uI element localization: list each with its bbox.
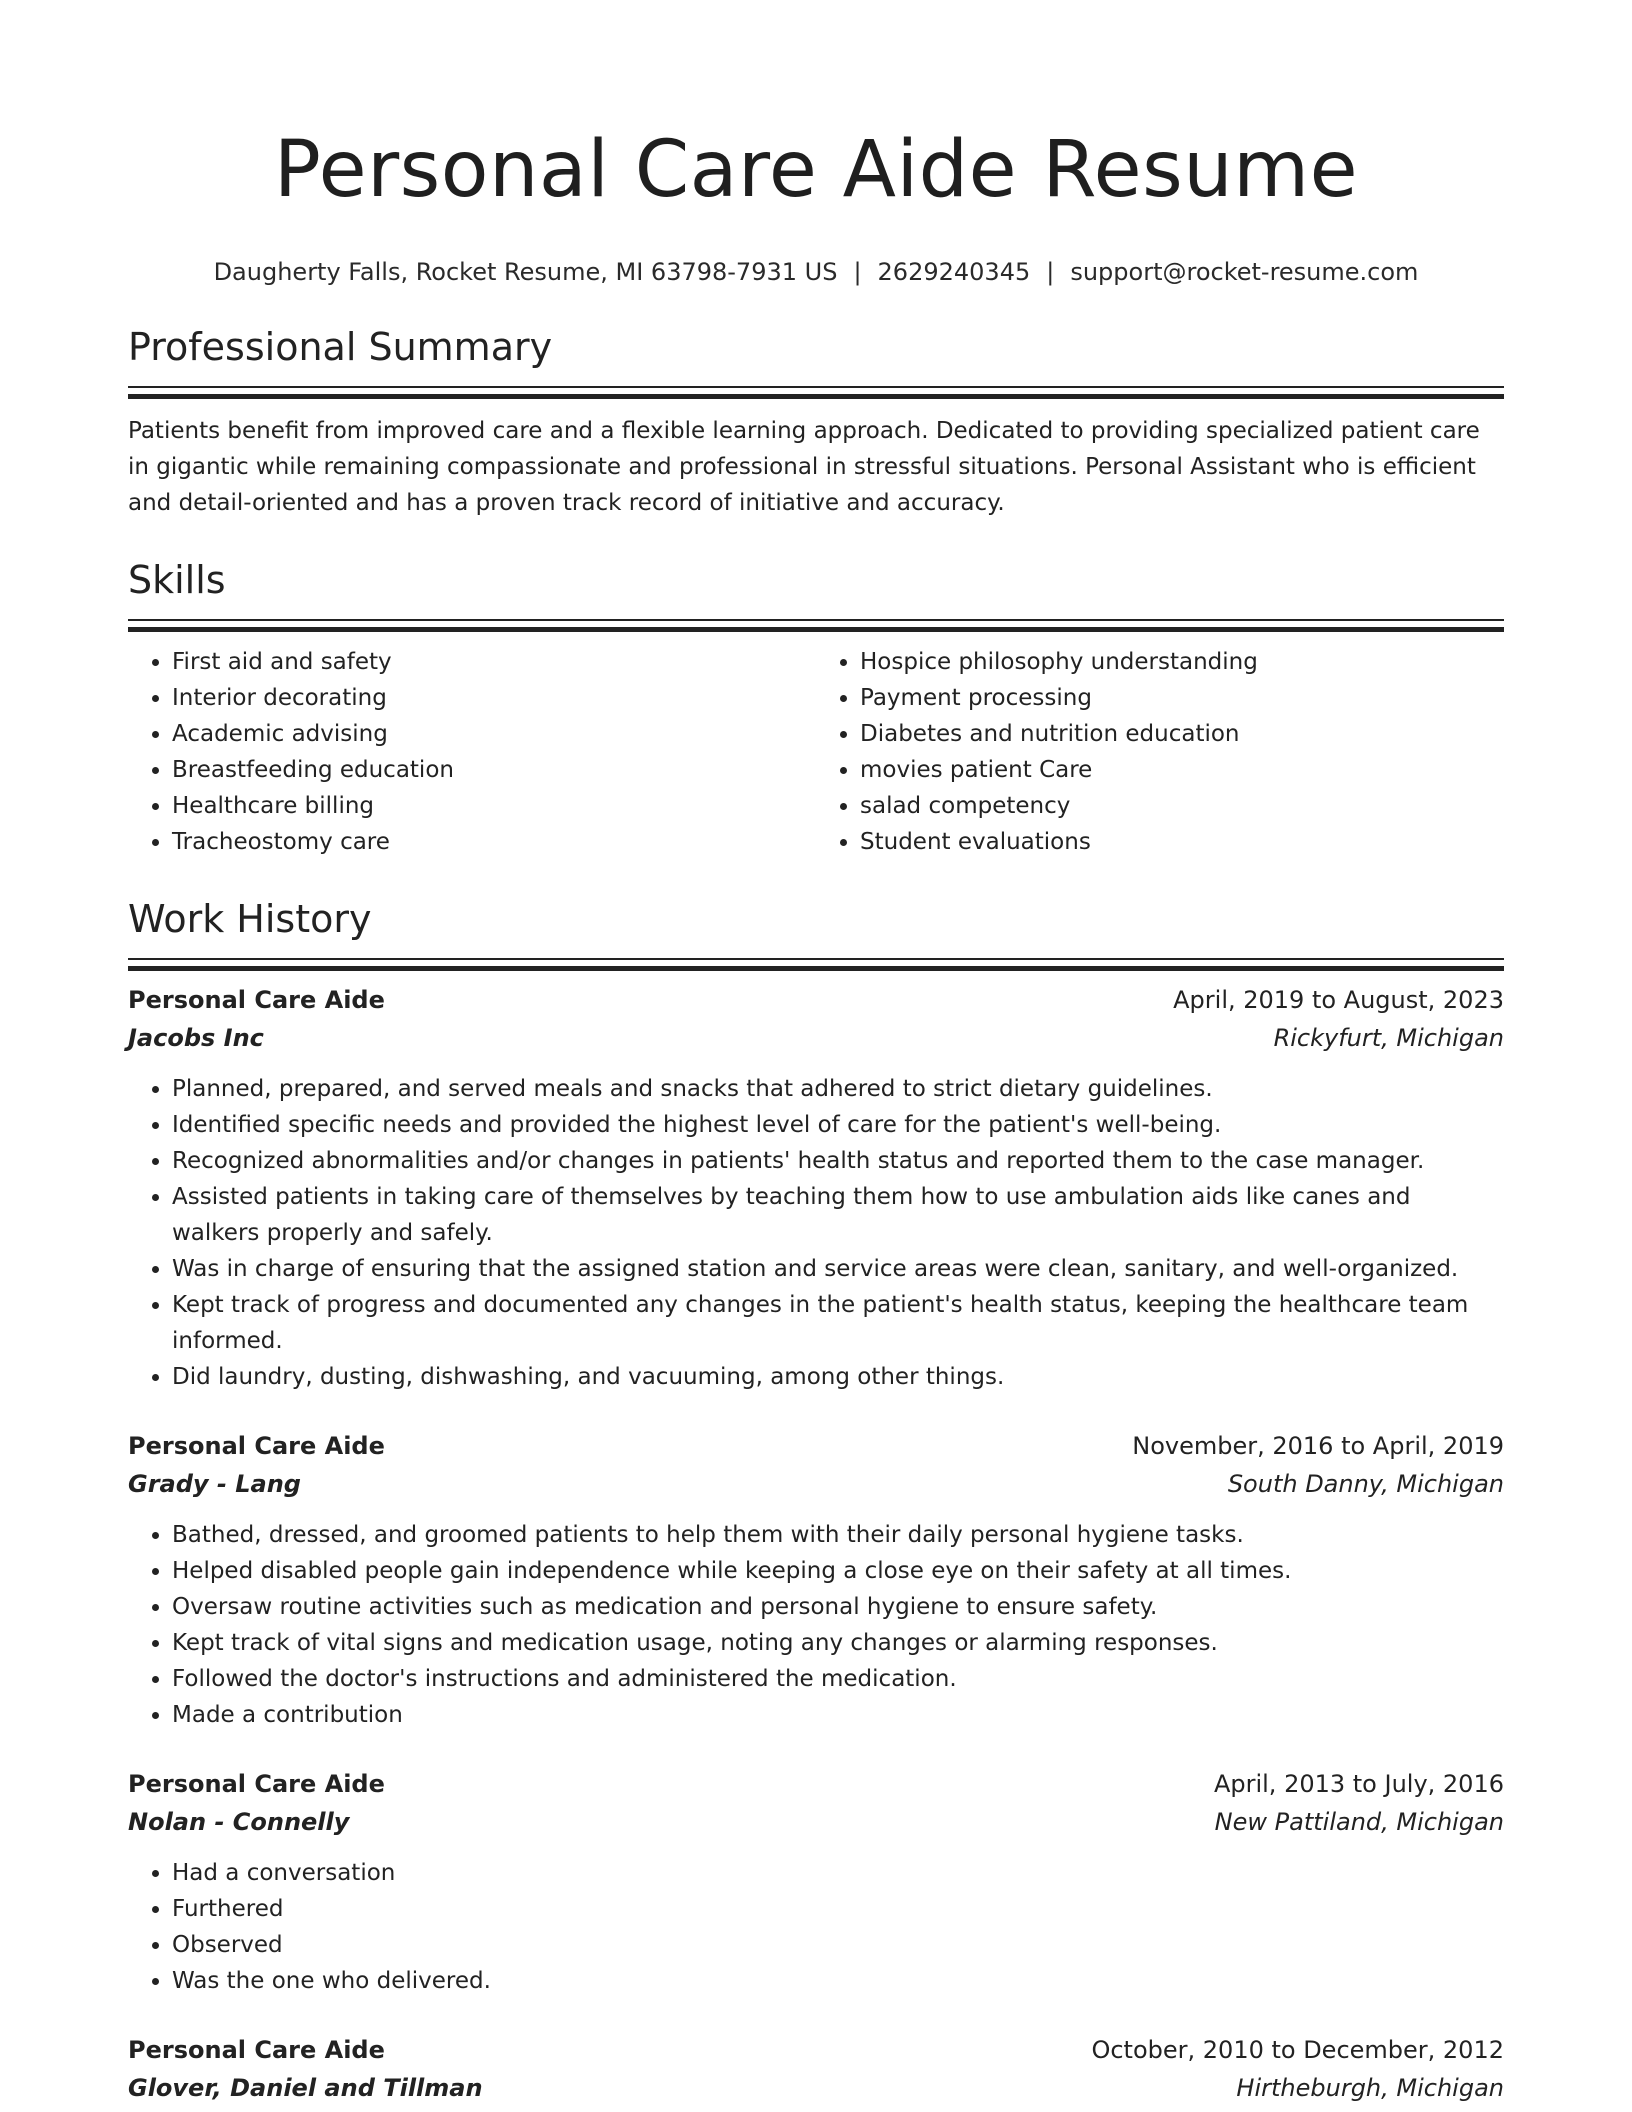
- job-location: Rickyfurt, Michigan: [1273, 1024, 1504, 1052]
- skill-item: • Interior decorating: [172, 680, 816, 716]
- job-company: Grady - Lang: [128, 1470, 301, 1498]
- contact-separator: |: [853, 258, 862, 286]
- skills-section: [128, 555, 1504, 860]
- skills-list-right: [816, 644, 1504, 860]
- skill-item: • Academic advising: [172, 716, 816, 752]
- skills-heading: Skills: [128, 558, 226, 602]
- job-title: Personal Care Aide: [128, 1770, 385, 1798]
- job-bullet: • Planned, prepared, and served meals and snacks that adhered to strict dietary guidelines.: [172, 1071, 1504, 1107]
- job-location: New Pattiland, Michigan: [1214, 1808, 1504, 1836]
- job-company: Jacobs Inc: [128, 1024, 264, 1052]
- job-bullet: • Was in charge of ensuring that the assigned station and service areas were clean, sanitary, and well-organized.: [172, 1251, 1504, 1287]
- job-title: Personal Care Aide: [128, 986, 385, 1014]
- skill-item: • Diabetes and nutrition education: [860, 716, 1504, 752]
- skill-item: • Student evaluations: [860, 824, 1504, 860]
- skills-columns: [128, 644, 1504, 860]
- work-section: [128, 894, 1504, 2107]
- job-bullet: • Made a contribution: [172, 1697, 1504, 1733]
- job-location: Hirtheburgh, Michigan: [1236, 2074, 1504, 2102]
- job-location: South Danny, Michigan: [1227, 1470, 1504, 1498]
- job-bullets: [128, 1855, 1504, 1999]
- job-bullet: • Furthered: [172, 1891, 1504, 1927]
- job-company: Nolan - Connelly: [128, 1808, 350, 1836]
- job-bullet: • Did laundry, dusting, dishwashing, and vacuuming, among other things.: [172, 1359, 1504, 1395]
- skills-list-left: [128, 644, 816, 860]
- skill-item: • Breastfeeding education: [172, 752, 816, 788]
- skill-item: • Payment processing: [860, 680, 1504, 716]
- job-bullet: • Oversaw routine activities such as medication and personal hygiene to ensure safety.: [172, 1589, 1504, 1625]
- job-bullets: [128, 1071, 1504, 1395]
- contact-phone: 2629240345: [877, 258, 1031, 286]
- job-bullet: • Identified specific needs and provided the highest level of care for the patient's well-being.: [172, 1107, 1504, 1143]
- job-bullets: [128, 1517, 1504, 1733]
- job-bullet: • Observed: [172, 1927, 1504, 1963]
- job-title: Personal Care Aide: [128, 2036, 385, 2064]
- job-bullet: • Recognized abnormalities and/or changes in patients' health status and reported them to the case manager.: [172, 1143, 1504, 1179]
- section-divider: [128, 386, 1504, 397]
- section-divider: [128, 619, 1504, 630]
- skill-item: • salad competency: [860, 788, 1504, 824]
- work-heading: Work History: [128, 897, 372, 941]
- job-dates: November, 2016 to April, 2019: [1132, 1432, 1504, 1460]
- job-bullet: • Helped disabled people gain independence while keeping a close eye on their safety at all times.: [172, 1553, 1504, 1589]
- skill-item: • First aid and safety: [172, 644, 816, 680]
- resume-title: Personal Care Aide Resume: [273, 125, 1359, 215]
- job-bullet: • Had a conversation: [172, 1855, 1504, 1891]
- job-dates: April, 2013 to July, 2016: [1213, 1770, 1504, 1798]
- contact-separator: |: [1046, 258, 1055, 286]
- summary-section: [128, 322, 1504, 521]
- job-entry: [128, 1765, 1504, 1999]
- contact-line: [128, 256, 1504, 288]
- job-company: Glover, Daniel and Tillman: [128, 2074, 483, 2102]
- summary-text: Patients benefit from improved care and a flexible learning approach. Dedicated to providing specialized patient care in gigantic while remaining compassionate and professional in stressful situations. Personal Assistant who is efficient and detail-oriented and has a proven track record of initiative and accuracy.: [128, 418, 1480, 516]
- job-title: Personal Care Aide: [128, 1432, 385, 1460]
- contact-address: Daugherty Falls, Rocket Resume, MI 63798-7931 US: [213, 258, 838, 286]
- skill-item: • Hospice philosophy understanding: [860, 644, 1504, 680]
- job-entry: [128, 981, 1504, 1395]
- job-bullet: • Kept track of progress and documented any changes in the patient's health status, keeping the healthcare team informed.: [172, 1287, 1504, 1359]
- job-bullet: • Was the one who delivered.: [172, 1963, 1504, 1999]
- contact-email[interactable]: support@rocket-resume.com: [1070, 258, 1419, 286]
- skill-item: • Tracheostomy care: [172, 824, 816, 860]
- skill-item: • Healthcare billing: [172, 788, 816, 824]
- summary-heading: Professional Summary: [128, 325, 553, 369]
- job-entry: [128, 1427, 1504, 1733]
- skill-item: • movies patient Care: [860, 752, 1504, 788]
- job-entry: [128, 2031, 1504, 2107]
- job-bullet: • Followed the doctor's instructions and administered the medication.: [172, 1661, 1504, 1697]
- job-bullet: • Bathed, dressed, and groomed patients to help them with their daily personal hygiene tasks.: [172, 1517, 1504, 1553]
- job-bullet: • Kept track of vital signs and medication usage, noting any changes or alarming responses.: [172, 1625, 1504, 1661]
- job-dates: April, 2019 to August, 2023: [1173, 986, 1504, 1014]
- job-dates: October, 2010 to December, 2012: [1091, 2036, 1504, 2064]
- section-divider: [128, 958, 1504, 969]
- job-bullet: • Assisted patients in taking care of themselves by teaching them how to use ambulation aids like canes and walkers properly and safely.: [172, 1179, 1504, 1251]
